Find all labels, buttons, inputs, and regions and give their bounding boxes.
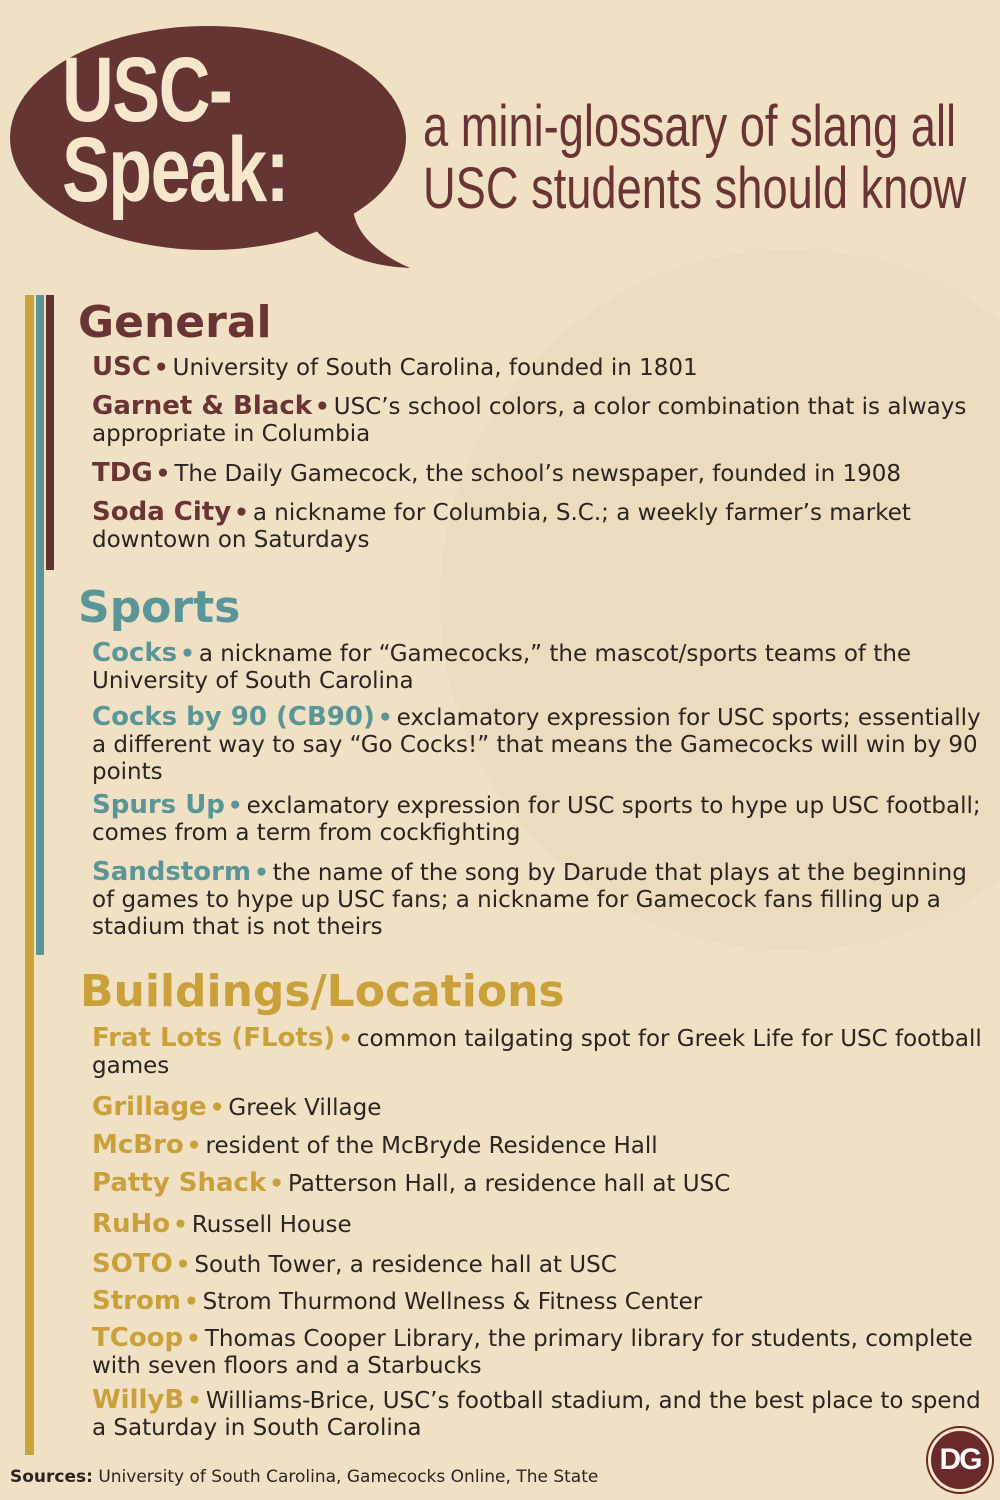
bullet-dot: • (338, 1026, 353, 1052)
glossary-definition: Strom Thurmond Wellness & Fitness Center (202, 1289, 703, 1315)
glossary-entry (92, 1025, 982, 1080)
glossary-entry (92, 704, 982, 786)
gold-accent-bar (25, 295, 34, 1455)
glossary-entry (92, 1170, 982, 1198)
dg-logo: DG (928, 1428, 992, 1492)
sources-line (10, 1467, 598, 1487)
glossary-term: Grillage (92, 1092, 207, 1122)
glossary-definition: South Tower, a residence hall at USC (194, 1252, 617, 1278)
glossary-definition: USC’s school colors, a color combination that is always appropriate in Columbia (92, 394, 967, 447)
glossary-term: McBro (92, 1130, 184, 1160)
glossary-definition: exclamatory expression for USC sports; essentially a different way to say “Go Cocks!” that means the Gamecocks will win by 90 points (92, 705, 981, 785)
glossary-entry (92, 393, 982, 448)
glossary-term: TCoop (92, 1323, 184, 1353)
glossary-entry (92, 1132, 982, 1160)
bullet-dot: • (175, 1252, 191, 1278)
teal-accent-bar (36, 295, 44, 955)
subtitle-line1: a mini-glossary of slang all (423, 94, 957, 159)
glossary-entry (92, 1211, 982, 1239)
bullet-dot: • (377, 705, 393, 731)
glossary-entry (92, 1094, 982, 1122)
glossary-definition: Greek Village (228, 1095, 382, 1121)
glossary-entry (92, 1325, 982, 1380)
glossary-entry (92, 792, 982, 847)
sources-text: University of South Carolina, Gamecocks Online, The State (98, 1467, 599, 1487)
glossary-definition: Patterson Hall, a residence hall at USC (287, 1171, 731, 1197)
glossary-entry (92, 859, 982, 941)
glossary-entry (92, 1251, 982, 1279)
glossary-term: Patty Shack (92, 1168, 267, 1198)
glossary-entry (92, 499, 982, 554)
glossary-definition: Russell House (191, 1212, 352, 1238)
glossary-definition: the name of the song by Darude that plays at the beginning of games to hype up USC fans; a nickname for Gamecock fans filling up a stadium that is not theirs (92, 860, 967, 940)
bullet-dot: • (186, 1326, 201, 1352)
glossary-entry (92, 1288, 982, 1316)
glossary-definition: common tailgating spot for Greek Life for USC football games (92, 1026, 982, 1079)
glossary-definition: a nickname for Columbia, S.C.; a weekly farmer’s market downtown on Saturdays (92, 500, 911, 553)
glossary-term: USC (92, 352, 151, 382)
main-title-line2: Speak: (62, 119, 288, 221)
glossary-definition: Thomas Cooper Library, the primary library for students, complete with seven floors and a Starbucks (92, 1326, 973, 1379)
bullet-dot: • (186, 1133, 202, 1159)
subtitle-line2: USC students should know (423, 156, 967, 221)
glossary-term: Sandstorm (92, 857, 252, 887)
sources-label: Sources: (10, 1467, 93, 1487)
glossary-term: Strom (92, 1286, 181, 1316)
glossary-term: TDG (92, 458, 153, 488)
bullet-dot: • (187, 1388, 202, 1414)
bullet-dot: • (183, 1289, 199, 1315)
glossary-term: Frat Lots (FLots) (92, 1023, 336, 1053)
glossary-definition: a nickname for “Gamecocks,” the mascot/sports teams of the University of South Carolina (92, 641, 912, 694)
bullet-dot: • (155, 461, 171, 487)
glossary-definition: exclamatory expression for USC sports to hype up USC football; comes from a term from cockfighting (92, 793, 981, 846)
bullet-dot: • (209, 1095, 225, 1121)
brown-accent-bar (46, 295, 54, 570)
section-title-buildings: Buildings/Locations (80, 966, 565, 1017)
glossary-term: Soda City (92, 497, 232, 527)
main-title (62, 39, 312, 221)
glossary-entry (92, 460, 982, 488)
bullet-dot: • (315, 394, 330, 420)
bullet-dot: • (234, 500, 249, 526)
glossary-term: WillyB (92, 1385, 185, 1415)
glossary-entry (92, 1387, 982, 1442)
bullet-dot: • (254, 860, 269, 886)
glossary-definition: The Daily Gamecock, the school’s newspaper, founded in 1908 (174, 461, 901, 487)
bullet-dot: • (153, 355, 169, 381)
bullet-dot: • (269, 1171, 284, 1197)
glossary-term: RuHo (92, 1209, 171, 1239)
glossary-entry (92, 354, 982, 382)
glossary-term: Cocks by 90 (CB90) (92, 702, 375, 732)
glossary-definition: University of South Carolina, founded in 1801 (172, 355, 698, 381)
bullet-dot: • (227, 793, 243, 819)
section-title-general: General (78, 297, 272, 348)
glossary-term: Spurs Up (92, 790, 225, 820)
glossary-term: Garnet & Black (92, 391, 313, 421)
main-title-line1: USC- (62, 39, 232, 141)
glossary-term: Cocks (92, 638, 178, 668)
subtitle (423, 96, 969, 220)
section-title-sports: Sports (78, 582, 241, 633)
glossary-term: SOTO (92, 1249, 173, 1279)
glossary-entry (92, 640, 982, 695)
bullet-dot: • (173, 1212, 188, 1238)
bullet-dot: • (180, 641, 195, 667)
glossary-definition: resident of the McBryde Residence Hall (205, 1133, 658, 1159)
glossary-definition: Williams-Brice, USC’s football stadium, and the best place to spend a Saturday in South Carolina (92, 1388, 981, 1441)
